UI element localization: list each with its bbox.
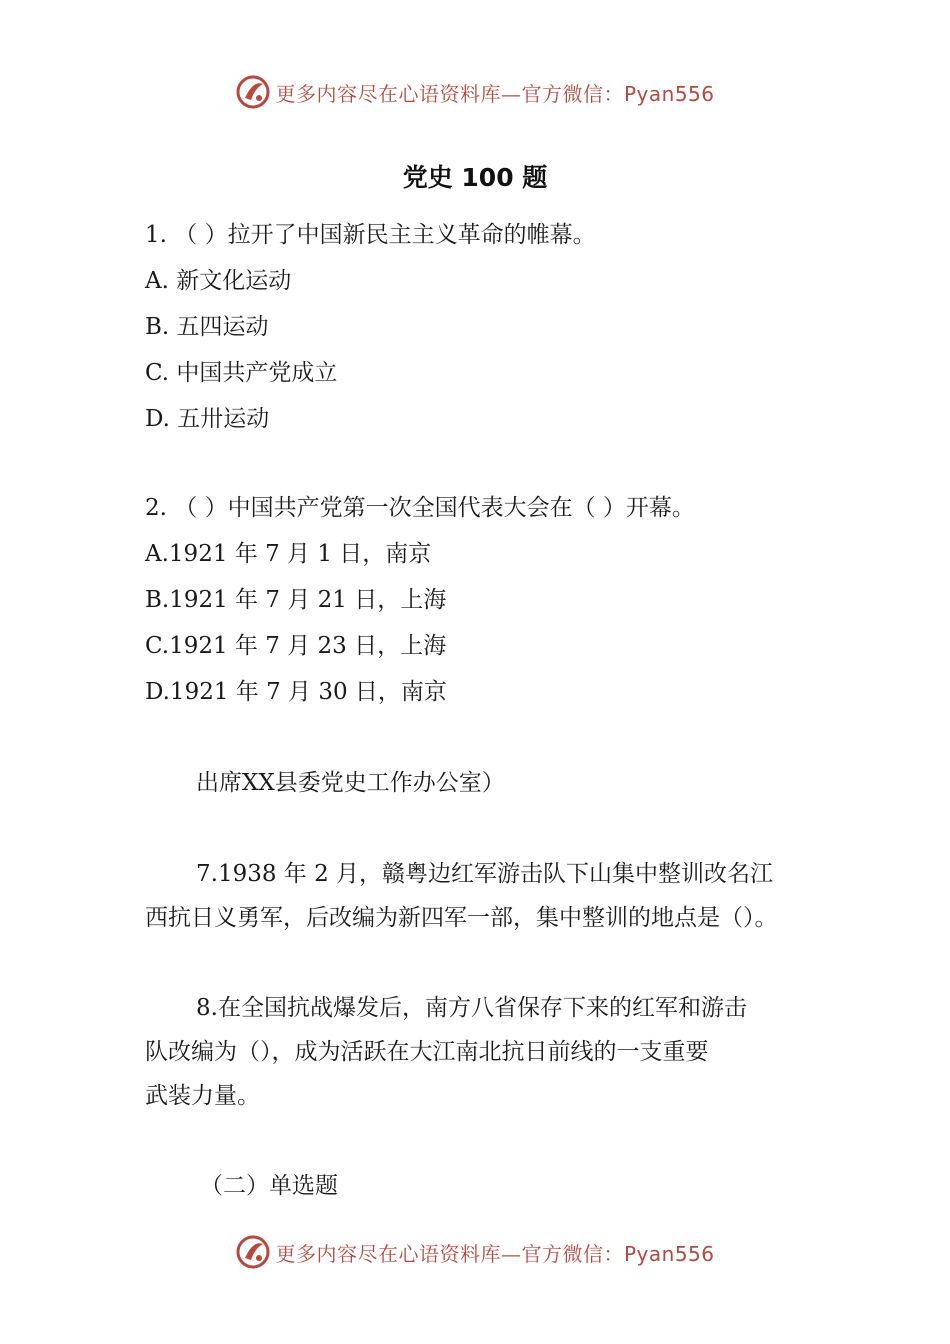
question-1-option-a: A. 新文化运动	[145, 268, 292, 294]
section-heading-single-choice: （二）单选题	[200, 1173, 338, 1199]
paragraph-q8-line1: 8.在全国抗战爆发后，南方八省保存下来的红军和游击	[196, 995, 747, 1021]
question-2-option-c: C.1921 年 7 月 23 日，上海	[145, 633, 447, 659]
paragraph-q8-line2: 队改编为（），成为活跃在大江南北抗日前线的一支重要	[145, 1039, 709, 1065]
brand-logo-icon	[235, 74, 271, 110]
paragraph-q8-line3: 武装力量。	[145, 1083, 260, 1109]
banner-text: 更多内容尽在心语资料库—官方微信：Pyan556	[275, 1241, 715, 1266]
paragraph-q7-line1: 7.1938 年 2 月，赣粤边红军游击队下山集中整训改名江	[196, 861, 774, 887]
paragraph-q7-line2: 西抗日义勇军，后改编为新四军一部，集中整训的地点是（）。	[145, 905, 778, 931]
brand-logo-icon	[235, 1234, 271, 1270]
banner-text: 更多内容尽在心语资料库—官方微信：Pyan556	[275, 81, 715, 106]
wechat-id: Pyan556	[623, 81, 715, 106]
page-title: 党史 100 题	[402, 163, 548, 192]
question-1-stem: 1. （ ）拉开了中国新民主主义革命的帷幕。	[145, 222, 596, 248]
question-1-option-d: D. 五卅运动	[145, 406, 270, 432]
question-2-option-d: D.1921 年 7 月 30 日，南京	[145, 679, 447, 705]
question-1-option-c: C. 中国共产党成立	[145, 360, 338, 386]
question-2-option-b: B.1921 年 7 月 21 日，上海	[145, 587, 447, 613]
footer-watermark	[0, 1232, 950, 1272]
wechat-id: Pyan556	[623, 1241, 715, 1266]
question-2-option-a: A.1921 年 7 月 1 日，南京	[145, 541, 432, 567]
question-1-option-b: B. 五四运动	[145, 314, 269, 340]
question-2-stem: 2. （ ）中国共产党第一次全国代表大会在（ ）开幕。	[145, 495, 695, 521]
paragraph-office: 出席XX县委党史工作办公室）	[196, 770, 505, 796]
header-watermark	[0, 72, 950, 112]
